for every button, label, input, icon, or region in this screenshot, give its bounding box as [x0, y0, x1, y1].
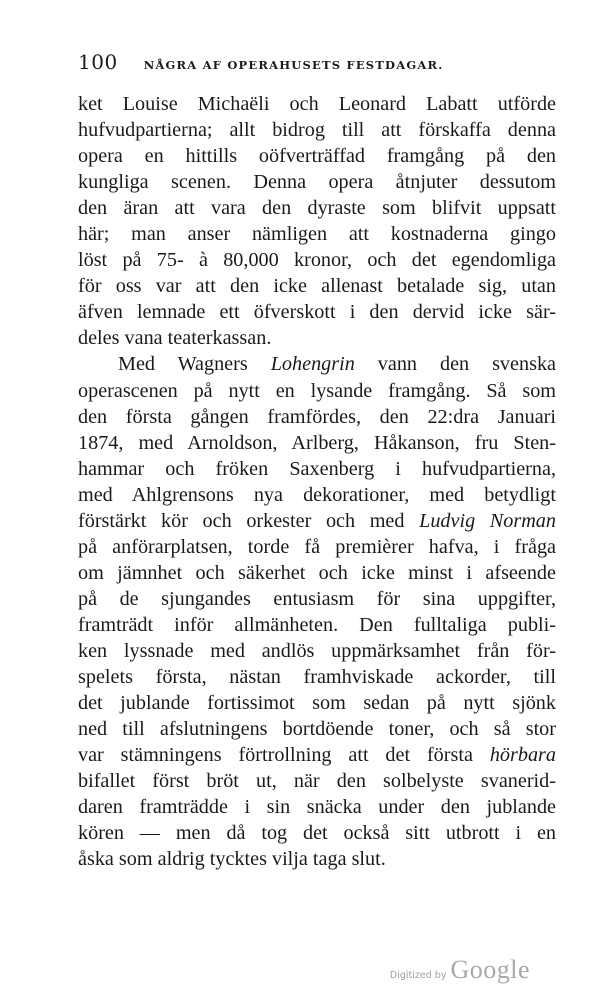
- text-line: [78, 247, 556, 273]
- text-segment: ned till afslutningens bortdöende toner, och så stor: [78, 718, 556, 741]
- digitized-watermark: [390, 955, 530, 985]
- text-segment: bifallet först bröt ut, när den solbelyste svanerid-: [78, 770, 556, 793]
- running-title: NÅGRA AF OPERAHUSETS FESTDAGAR.: [143, 58, 444, 72]
- text-segment: äfven lemnade ett öfverskott i den dervid icke sär-: [78, 301, 556, 324]
- digitized-label: Digitized by: [389, 970, 447, 981]
- text-segment: Med Wagners: [118, 353, 271, 376]
- text-segment: framträdt inför allmänheten. Den fulltaliga publi-: [78, 613, 556, 636]
- text-line: [78, 325, 556, 351]
- text-segment: förstärkt kör och orkester och med: [78, 509, 420, 532]
- text-segment: hufvudpartierna; allt bidrog till att förskaffa denna: [78, 119, 556, 142]
- text-segment: deles vana teaterkassan.: [78, 327, 272, 350]
- text-segment: med Ahlgrensons nya dekorationer, med betydligt: [78, 483, 556, 506]
- text-segment: den första gången framfördes, den 22:dra Januari: [78, 405, 556, 428]
- text-line: [78, 404, 556, 430]
- text-line: [78, 794, 556, 820]
- text-segment: om jämnhet och säkerhet och icke minst i afseende: [78, 561, 556, 584]
- text-line: [78, 482, 556, 508]
- text-line: [78, 508, 556, 534]
- text-line: [78, 846, 556, 872]
- text-segment: den äran att vara den dyraste som blifvit uppsatt: [78, 197, 556, 220]
- text-line: [78, 716, 556, 742]
- text-segment: löst på 75- à 80,000 kronor, och det egendomliga: [78, 249, 556, 272]
- text-line: [78, 456, 556, 482]
- italic-name: Lohengrin: [270, 353, 355, 376]
- text-segment: opera en hittills oöfverträffad framgång på den: [78, 145, 556, 168]
- text-segment: ket Louise Michaëli och Leonard Labatt utförde: [78, 93, 556, 115]
- text-line: [78, 169, 556, 195]
- text-line: [78, 560, 556, 586]
- text-line: [78, 221, 556, 247]
- text-segment: det jublande fortissimot som sedan på nytt sjönk: [78, 692, 556, 715]
- text-segment: för oss var att den icke allenast betalade sig, utan: [78, 275, 556, 298]
- text-segment: här; man anser nämligen att kostnaderna gingo: [78, 223, 556, 246]
- text-line: [78, 664, 556, 690]
- text-segment: operascenen på nytt en lysande framgång. Så som: [78, 379, 556, 402]
- text-line: [78, 768, 556, 794]
- text-segment: daren framträdde i sin snäcka under den jublande: [78, 796, 556, 819]
- text-line: [78, 742, 556, 768]
- text-line: [78, 534, 556, 560]
- text-segment: hammar och fröken Saxenberg i hufvudpartierna,: [78, 457, 556, 480]
- text-line: [78, 430, 556, 456]
- text-segment: på de sjungandes entusiasm för sina uppgifter,: [78, 587, 556, 610]
- google-logo: Google: [450, 955, 530, 984]
- text-segment: 1874, med Arnoldson, Arlberg, Håkanson, fru Sten-: [78, 431, 556, 454]
- italic-name: hörbara: [489, 744, 556, 767]
- text-line: [78, 638, 556, 664]
- text-segment: ken lyssnade med andlös uppmärksamhet från för-: [78, 639, 556, 662]
- text-segment: vann den svenska: [354, 353, 556, 376]
- text-line: [78, 91, 556, 117]
- text-line: [78, 612, 556, 638]
- text-segment: på anförarplatsen, torde få premièrer hafva, i fråga: [78, 535, 556, 558]
- text-line: [78, 299, 556, 325]
- text-segment: kungliga scenen. Denna opera åtnjuter dessutom: [78, 171, 556, 194]
- italic-name: Ludvig Norman: [419, 509, 556, 532]
- text-line: [78, 351, 556, 377]
- text-segment: var stämningens förtrollning att det första: [78, 744, 490, 767]
- text-segment: spelets första, nästan framhviskade ackorder, till: [78, 666, 556, 689]
- text-line: [78, 378, 556, 404]
- text-line: [78, 195, 556, 221]
- text-line: [78, 820, 556, 846]
- text-segment: kören — men då tog det också sitt utbrott i en: [78, 822, 556, 845]
- text-line: [78, 690, 556, 716]
- text-line: [78, 117, 556, 143]
- text-line: [78, 586, 556, 612]
- text-segment: åska som aldrig tycktes vilja taga slut.: [78, 848, 386, 871]
- body-text: [78, 91, 556, 872]
- text-line: [78, 143, 556, 169]
- page-number: 100: [78, 50, 118, 74]
- running-head: [78, 50, 556, 76]
- text-line: [78, 273, 556, 299]
